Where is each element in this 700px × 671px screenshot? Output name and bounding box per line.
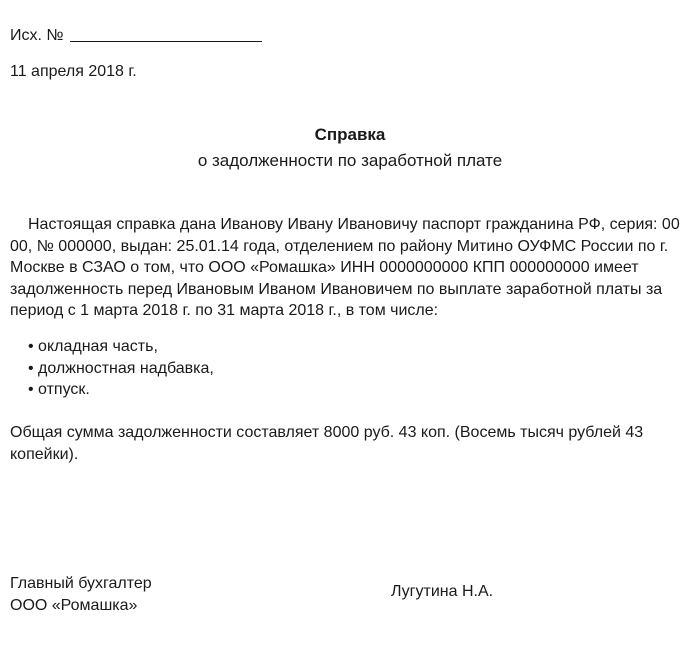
debt-items-list (28, 336, 214, 401)
body-line: Москве в СЗАО о том, что ООО «Ромашка» ИНН 0000000000 КПП 000000000 имеет (10, 259, 639, 276)
body-paragraph (10, 214, 680, 322)
body-line: 00, № 000000, выдан: 25.01.14 года, отделением по району Митино ОУФМС России по г. (10, 237, 669, 255)
total-line: Общая сумма задолженности составляет 8000 руб. 43 коп. (Восемь тысяч рублей 43 (10, 424, 644, 441)
list-item: • окладная часть, (28, 338, 158, 355)
document-title: Справка (314, 125, 386, 144)
signatory-name: Лугутина Н.А. (391, 583, 494, 600)
total-debt-paragraph (10, 422, 643, 465)
outgoing-number-label: Исх. № (10, 27, 64, 44)
list-item: • отпуск. (28, 381, 90, 398)
signatory-position-line: Главный бухгалтер (10, 575, 152, 592)
outgoing-number (10, 27, 262, 45)
signatory-position (10, 573, 152, 616)
document-date: 11 апреля 2018 г. (10, 63, 137, 80)
total-line: копейки). (10, 445, 79, 463)
body-line: Настоящая справка дана Иванову Ивану Ивановичу паспорт гражданина РФ, серия: 00 (28, 216, 680, 233)
body-line: период с 1 марта 2018 г. по 31 марта 2018 г., в том числе: (10, 302, 439, 319)
document-subtitle: о задолженности по заработной плате (197, 151, 503, 170)
body-line: задолженность перед Ивановым Иваном Ивановичем по выплате заработной платы за (10, 280, 663, 298)
list-item: • должностная надбавка, (28, 359, 214, 377)
outgoing-number-blank (70, 27, 262, 42)
signatory-organization: ООО «Ромашка» (10, 596, 138, 614)
